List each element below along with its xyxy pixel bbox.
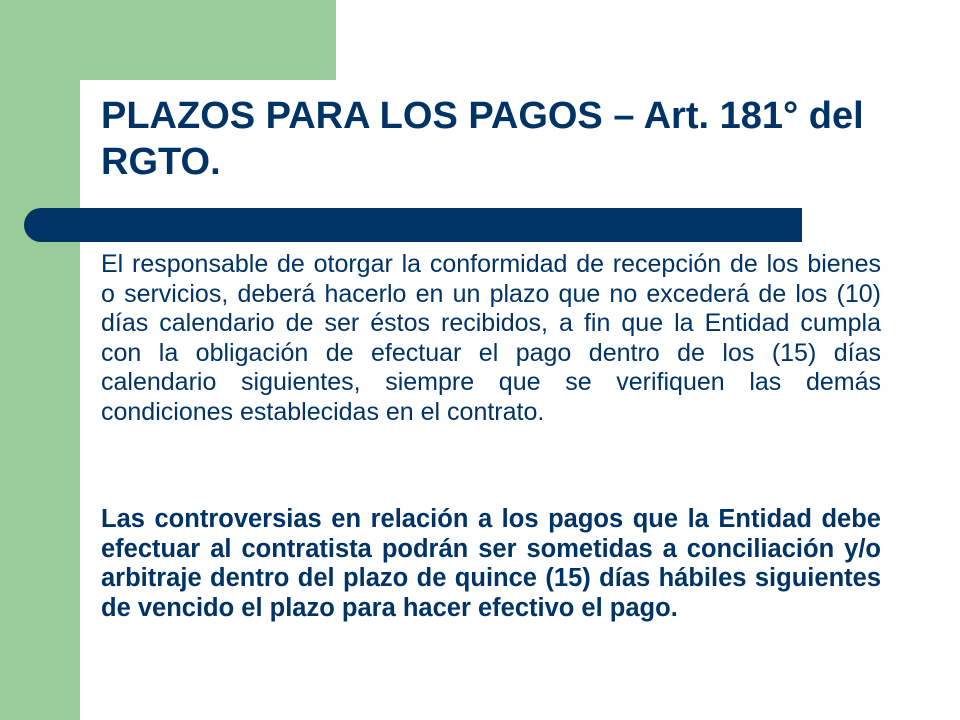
- paragraph-disputes: Las controversias en relación a los pagos que la Entidad debe efectuar al contratista podrán ser sometidas a conciliación y/o arbitraje dentro del plazo de quince (15) días hábiles siguientes de vencido el plazo para hacer efectivo el pago.: [101, 505, 881, 622]
- paragraph-conformity: El responsable de otorgar la conformidad de recepción de los bienes o servicios, deberá hacerlo en un plazo que no excederá de los (10) días calendario de ser éstos recibidos, a fin que la Entidad cumpla con la obligación de efectuar el pago dentro de los (15) días calendario siguientes, siempre que se verifiquen las demás condiciones establecidas en el contrato.: [101, 250, 881, 426]
- left-green-sidebar: [0, 0, 80, 720]
- top-green-block: [80, 0, 336, 80]
- slide-title: PLAZOS PARA LOS PAGOS – Art. 181° del RGTO.: [101, 95, 864, 183]
- title-divider-bar: [24, 208, 802, 242]
